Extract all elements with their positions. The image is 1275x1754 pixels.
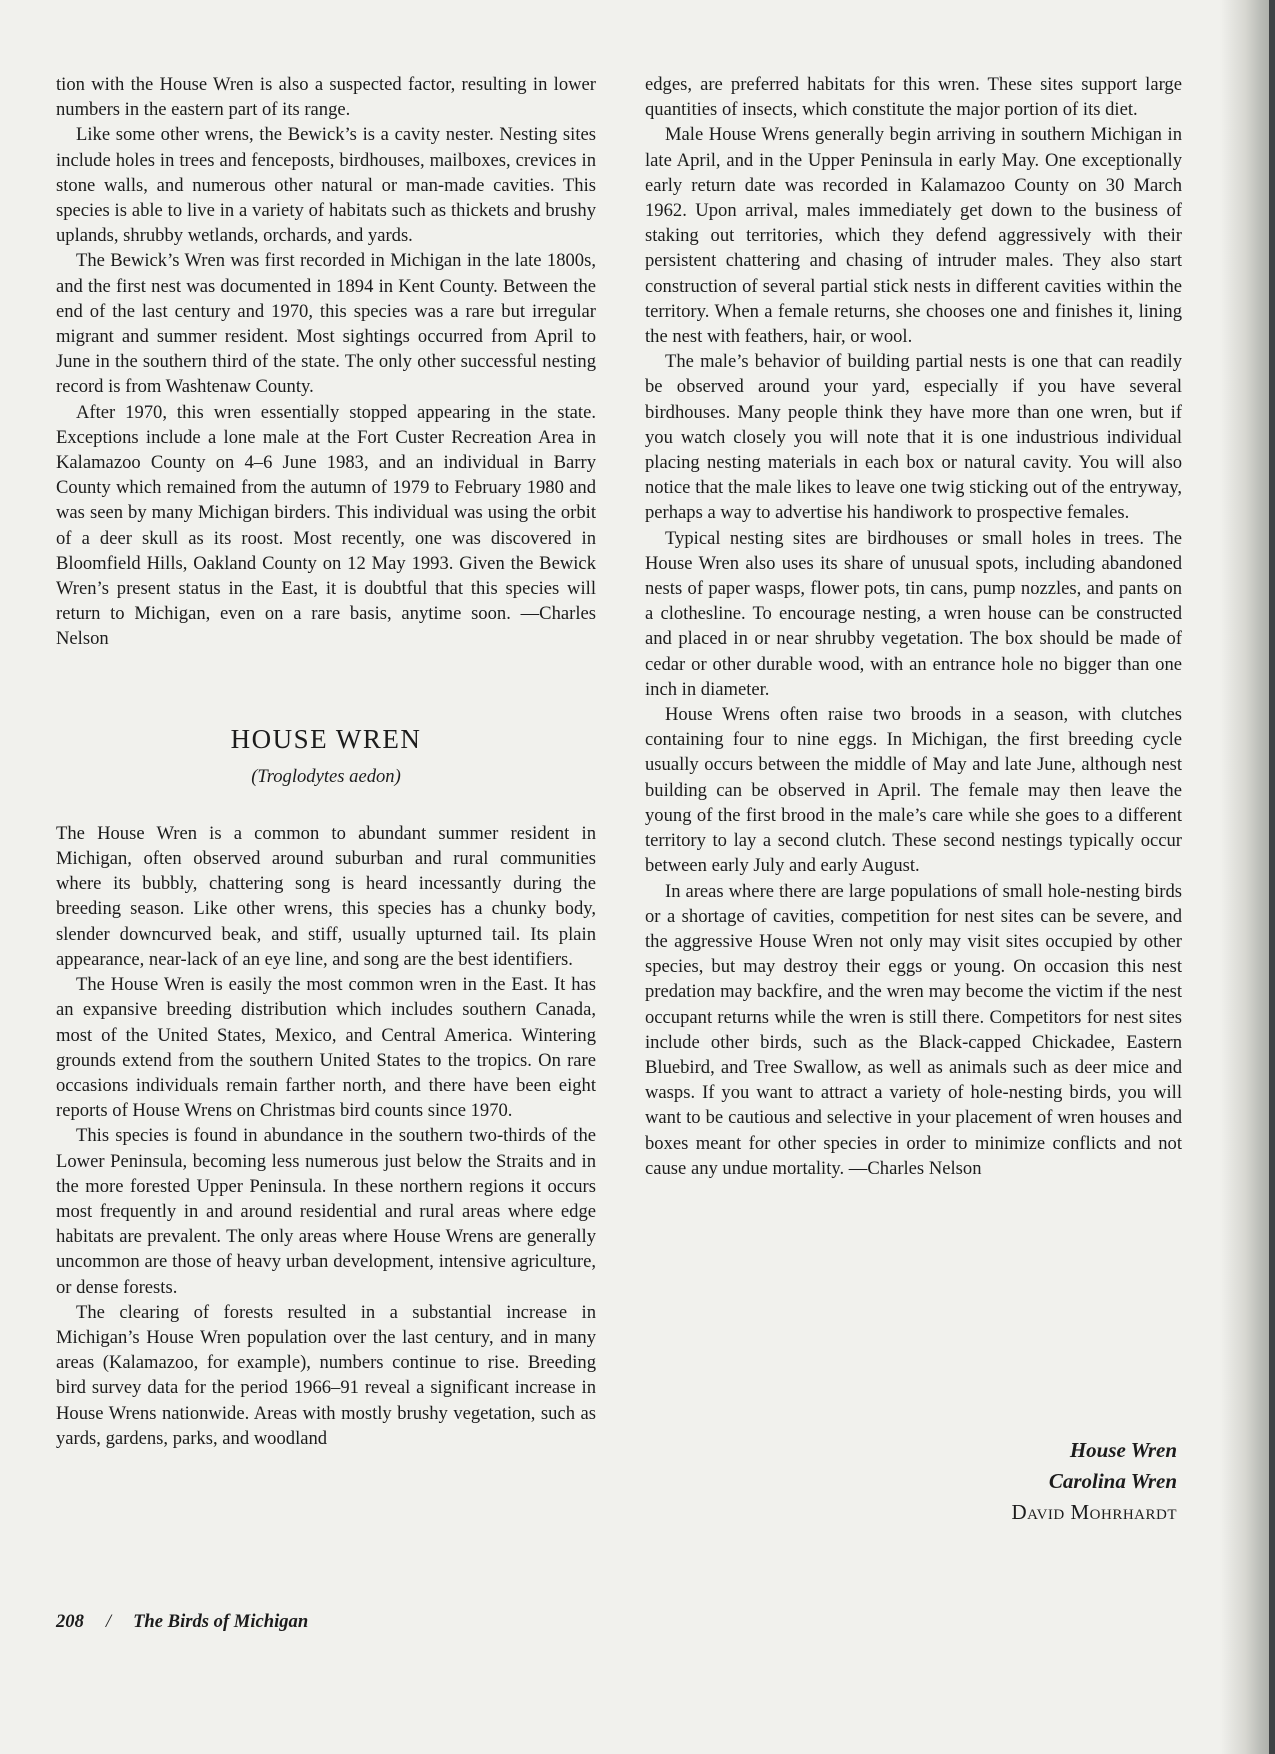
- page-edge-shadow: [1220, 0, 1275, 1754]
- footer-separator: /: [105, 1611, 112, 1632]
- paragraph: The clearing of forests resulted in a substantial increase in Michigan’s House Wren population over the last century, and in many areas (Kalamazoo, for example), numbers continue to rise. Breeding bird survey data for the period 1966–91 reveal a significant increase in House Wrens nationwide. Areas with mostly brushy vegetation, such as yards, gardens, parks, and woodland: [56, 1301, 596, 1449]
- paragraph: Male House Wrens generally begin arriving in southern Michigan in late April, and in the Upper Peninsula in early May. One exceptionally early return date was recorded in Kalamazoo County on 30 March 1962. Upon arrival, males immediately get down to the business of staking out territories, which they defend aggressively with their persistent chattering and chasing of intruder males. They also start construction of several partial stick nests in different cavities within the territory. When a female returns, she chooses one and finishes it, lining the nest with feathers, hair, or wool.: [645, 124, 1182, 348]
- species-heading: HOUSE WREN: [230, 723, 422, 754]
- paragraph: Like some other wrens, the Bewick’s is a cavity nester. Nesting sites include holes in trees and fenceposts, birdhouses, mailboxes, crevices in stone walls, and numerous other natural or man-made cavities. This species is able to live in a variety of habitats such as thickets and brushy uplands, shrubby wetlands, orchards, and yards.: [56, 124, 596, 247]
- paragraph: After 1970, this wren essentially stopped appearing in the state. Exceptions include a lone male at the Fort Custer Recreation Area in Kalamazoo County on 4–6 June 1983, and an individual in Barry County which remained from the autumn of 1979 to February 1980 and was seen by many Michigan birders. This individual was using the orbit of a deer skull as its roost. Most recently, one was discovered in Bloomfield Hills, Oakland County on 12 May 1993. Given the Bewick Wren’s present status in the East, it is doubtful that this species will return to Michigan, even on a rare basis, anytime soon. —Charles Nelson: [56, 401, 596, 650]
- book-title: The Birds of Michigan: [133, 1611, 309, 1632]
- paragraph: This species is found in abundance in the southern two-thirds of the Lower Peninsula, becoming less numerous just below the Straits and in the more forested Upper Peninsula. In these northern regions it occurs most frequently in and around residential and rural areas where edge habitats are prevalent. The only areas where House Wrens are generally uncommon are those of heavy urban development, intensive agriculture, or dense forests.: [56, 1125, 596, 1298]
- paragraph: In areas where there are large populations of small hole-nesting birds or a shortage of cavities, competition for nest sites can be severe, and the aggressive House Wren not only may visit sites occupied by other species, but may destroy their eggs or young. On occasion this nest predation may backfire, and the wren may become the victim if the nest occupant returns while the wren is still there. Competitors for nest sites include other birds, such as the Black-capped Chickadee, Eastern Bluebird, and Tree Swallow, as well as animals such as deer mice and wasps. If you want to attract a variety of hole-nesting birds, you will want to be cautious and selective in your placement of wren houses and boxes meant for other species in order to minimize conflicts and not cause any undue mortality. —Charles Nelson: [645, 880, 1182, 1179]
- page-edge-binding: [1269, 0, 1275, 1754]
- paragraph: The Bewick’s Wren was first recorded in Michigan in the late 1800s, and the first nest was documented in 1894 in Kent County. Between the end of the last century and 1970, this species was a rare but irregular migrant and summer resident. Most sightings occurred from April to June in the southern third of the state. The only other successful nesting record is from Washtenaw County.: [56, 250, 596, 398]
- paragraph: Typical nesting sites are birdhouses or small holes in trees. The House Wren also uses its share of unusual spots, including abandoned nests of paper wasps, flower pots, tin cans, pump nozzles, and pants on a clothesline. To encourage nesting, a wren house can be constructed and placed in or near shrubby vegetation. The box should be made of cedar or other durable wood, with an entrance hole no bigger than one inch in diameter.: [645, 527, 1182, 700]
- left-column: [56, 72, 596, 1451]
- page-number: 208: [56, 1611, 84, 1632]
- paragraph: The House Wren is a common to abundant summer resident in Michigan, often observed around suburban and rural communities where its bubbly, chattering song is heard incessantly during the breeding season. Like other wrens, this species has a chunky body, slender downcurved beak, and stiff, usually upturned tail. Its plain appearance, near-lack of an eye line, and song are the best identifiers.: [56, 822, 596, 970]
- paragraph: tion with the House Wren is also a suspected factor, resulting in lower numbers in the eastern part of its range.: [56, 74, 596, 121]
- plate-caption: [1012, 1435, 1177, 1528]
- paragraph: The male’s behavior of building partial nests is one that can readily be observed around your yard, especially if you have several birdhouses. Many people think they have more than one wren, but if you watch closely you will note that it is one industrious individual placing nesting materials in each box or natural cavity. You will also notice that the male likes to leave one twig sticking out of the entryway, perhaps a way to advertise his handiwork to prospective females.: [645, 351, 1182, 524]
- caption-species-1: House Wren: [1069, 1438, 1177, 1462]
- paragraph: edges, are preferred habitats for this wren. These sites support large quantities of insects, which constitute the major portion of its diet.: [645, 74, 1182, 121]
- caption-artist: David Mohrhardt: [1011, 1500, 1177, 1524]
- scientific-name: (Troglodytes aedon): [251, 765, 401, 787]
- paragraph: The House Wren is easily the most common wren in the East. It has an expansive breeding distribution which includes southern Canada, most of the United States, Mexico, and Central America. Wintering grounds extend from the southern United States to the tropics. On rare occasions individuals remain farther north, and there have been eight reports of House Wrens on Christmas bird counts since 1970.: [56, 974, 596, 1122]
- right-column: [645, 72, 1182, 1181]
- paragraph: House Wrens often raise two broods in a season, with clutches containing four to nine eggs. In Michigan, the first breeding cycle usually occurs between the middle of May and late June, although nest building can be observed in April. The female may then leave the young of the first brood in the male’s care while she goes to a different territory to lay a second clutch. These second nestings typically occur between early July and early August.: [645, 704, 1182, 877]
- caption-species-2: Carolina Wren: [1048, 1469, 1177, 1493]
- page-footer: [56, 1611, 308, 1633]
